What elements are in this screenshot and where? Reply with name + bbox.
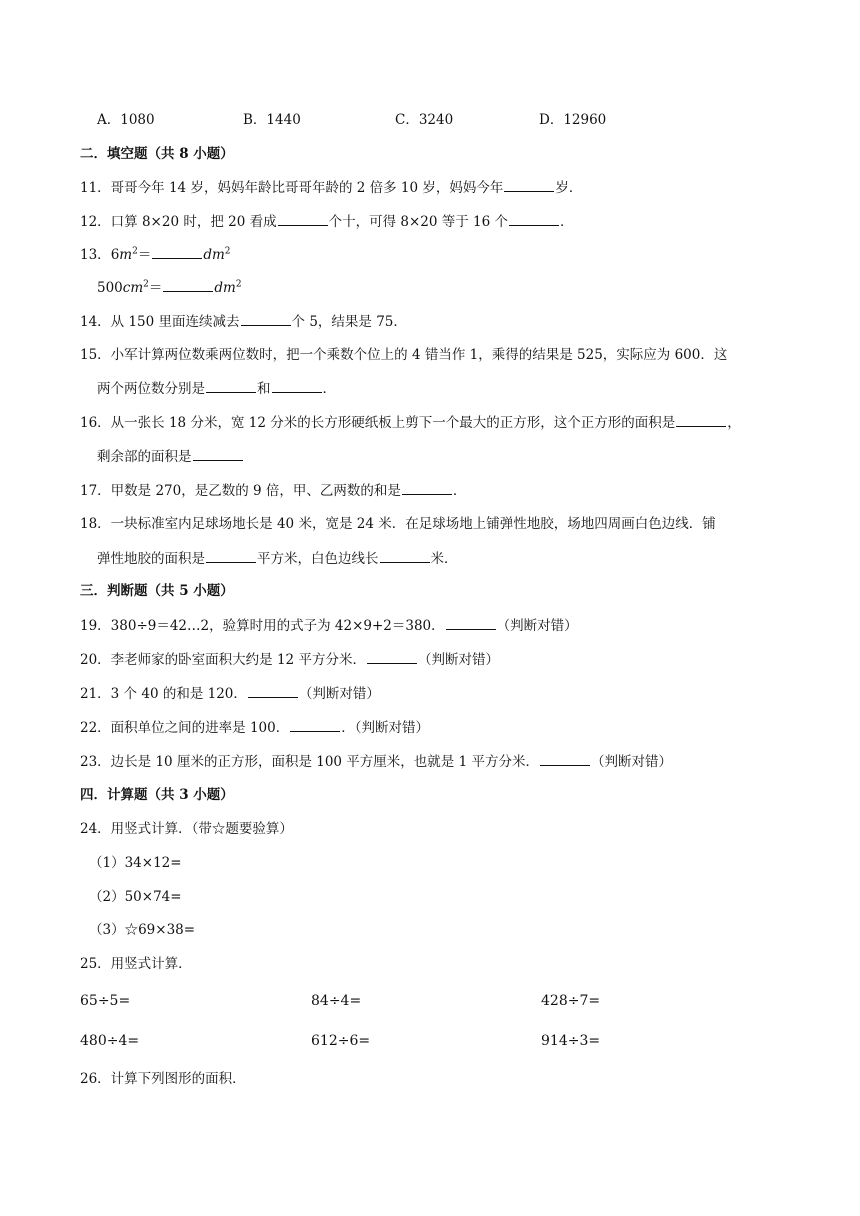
answer-blank	[272, 378, 322, 393]
q12-tail: ．	[560, 214, 574, 230]
question-15-line-1: 15．小军计算两位数乘两位数时，把一个乘数个位上的 4 错当作 1，乘得的结果是 525，实际应为 600．这	[80, 347, 728, 363]
question-13-line-1	[80, 244, 231, 265]
answer-blank	[290, 717, 340, 732]
section-heading-judge: 三．判断题（共 5 小题）	[80, 583, 234, 599]
question-13-line-2	[97, 277, 242, 298]
q24-item: （2）50×74=	[89, 889, 182, 905]
q21-tail: （判断对错）	[298, 686, 380, 702]
answer-blank	[509, 211, 559, 226]
q13-value-2: 500	[97, 280, 123, 296]
q23-text: 23．边长是 10 厘米的正方形，面积是 100 平方厘米，也就是 1 平方分米．	[80, 754, 539, 770]
answer-blank	[380, 548, 430, 563]
q11-tail: 岁．	[555, 180, 583, 196]
option-c: C．3240	[395, 112, 454, 128]
q24-item: （3）☆69×38=	[89, 922, 196, 938]
question-19	[80, 615, 578, 636]
answer-blank	[540, 751, 590, 766]
q15-text: 两个两位数分别是	[97, 381, 205, 397]
question-25-title: 25．用竖式计算．	[80, 956, 192, 972]
answer-blank	[367, 649, 417, 664]
option-a: A．1080	[97, 112, 155, 128]
q22-text: 22．面积单位之间的进率是 100．	[80, 720, 290, 736]
section-heading-fill: 二．填空题（共 8 小题）	[80, 146, 234, 162]
question-16-line-2	[97, 446, 244, 467]
q13-equals: ＝	[148, 280, 163, 296]
q18-tail: 米．	[430, 551, 458, 567]
q14-text: 14．从 150 里面连续减去	[80, 314, 240, 330]
q15-tail: ．	[322, 381, 336, 397]
q25-item: 84÷4=	[311, 993, 362, 1009]
answer-blank	[206, 378, 256, 393]
q21-text: 21．3 个 40 的和是 120．	[80, 686, 247, 702]
q13-equals: ＝	[137, 247, 152, 263]
answer-blank	[676, 412, 726, 427]
q23-tail: （判断对错）	[590, 754, 672, 770]
q13-unit-dm2: $dm^2$	[214, 279, 242, 296]
question-23	[80, 751, 672, 772]
q17-text: 17．甲数是 270，是乙数的 9 倍，甲、乙两数的和是	[80, 483, 401, 499]
answer-blank	[248, 683, 298, 698]
question-15-line-2	[97, 378, 336, 399]
question-20	[80, 649, 499, 670]
q16-text-2: 剩余部的面积是	[97, 449, 192, 465]
answer-blank	[278, 211, 328, 226]
q25-item: 428÷7=	[541, 993, 601, 1009]
q17-tail: ．	[452, 483, 467, 499]
q11-text: 11．哥哥今年 14 岁，妈妈年龄比哥哥年龄的 2 倍多 10 岁，妈妈今年	[80, 180, 504, 196]
question-14	[80, 311, 407, 332]
q16-text: 16．从一张长 18 分米，宽 12 分米的长方形硬纸板上剪下一个最大的正方形，这个正方形的面积是	[80, 415, 676, 431]
answer-blank	[504, 177, 554, 192]
q22-tail: ．（判断对错）	[341, 720, 429, 736]
q13-unit-dm2: $dm^2$	[203, 246, 231, 263]
q12-mid: 个十，可得 8×20 等于 16 个	[328, 214, 509, 230]
q25-item: 612÷6=	[311, 1033, 371, 1049]
q14-tail: 个 5，结果是 75．	[291, 314, 407, 330]
question-12	[80, 211, 574, 232]
q13-unit-m2: $m^2$	[119, 246, 138, 263]
q25-item: 480÷4=	[80, 1033, 140, 1049]
q20-tail: （判断对错）	[417, 652, 499, 668]
option-d: D．12960	[539, 112, 607, 128]
q19-text: 19．380÷9＝42…2，验算时用的式子为 42×9+2＝380．	[80, 618, 445, 634]
question-24-title: 24．用竖式计算．（带☆题要验算）	[80, 821, 293, 837]
question-16-line-1	[80, 412, 741, 433]
answer-blank	[241, 311, 291, 326]
option-b: B．1440	[243, 112, 301, 128]
q18-mid: 平方米，白色边线长	[257, 551, 379, 567]
q20-text: 20．李老师家的卧室面积大约是 12 平方分米．	[80, 652, 366, 668]
question-26-title: 26．计算下列图形的面积．	[80, 1071, 246, 1087]
answer-blank	[193, 446, 243, 461]
answer-blank	[446, 615, 496, 630]
q18-text: 弹性地胶的面积是	[97, 551, 205, 567]
answer-blank	[163, 277, 213, 292]
answer-blank	[402, 480, 452, 495]
q25-item: 65÷5=	[80, 993, 131, 1009]
question-17	[80, 480, 466, 501]
q13-number: 13．	[80, 247, 111, 263]
q13-unit-cm2: $cm^2$	[122, 279, 149, 296]
question-18-line-1: 18．一块标准室内足球场地长是 40 米，宽是 24 米．在足球场地上铺弹性地胶，场地四周画白色边线．铺	[80, 516, 716, 532]
q19-tail: （判断对错）	[496, 618, 578, 634]
question-11	[80, 177, 582, 198]
question-21	[80, 683, 380, 704]
q16-comma: ，	[727, 415, 741, 431]
question-22	[80, 717, 429, 738]
answer-blank	[152, 244, 202, 259]
answer-blank	[206, 548, 256, 563]
q15-and: 和	[257, 381, 271, 397]
question-18-line-2	[97, 548, 458, 569]
q25-item: 914÷3=	[541, 1033, 601, 1049]
q24-item: （1）34×12=	[89, 855, 182, 871]
section-heading-calc: 四．计算题（共 3 小题）	[80, 787, 234, 803]
q12-text: 12．口算 8×20 时，把 20 看成	[80, 214, 277, 230]
q13-value-1: 6	[110, 247, 120, 263]
